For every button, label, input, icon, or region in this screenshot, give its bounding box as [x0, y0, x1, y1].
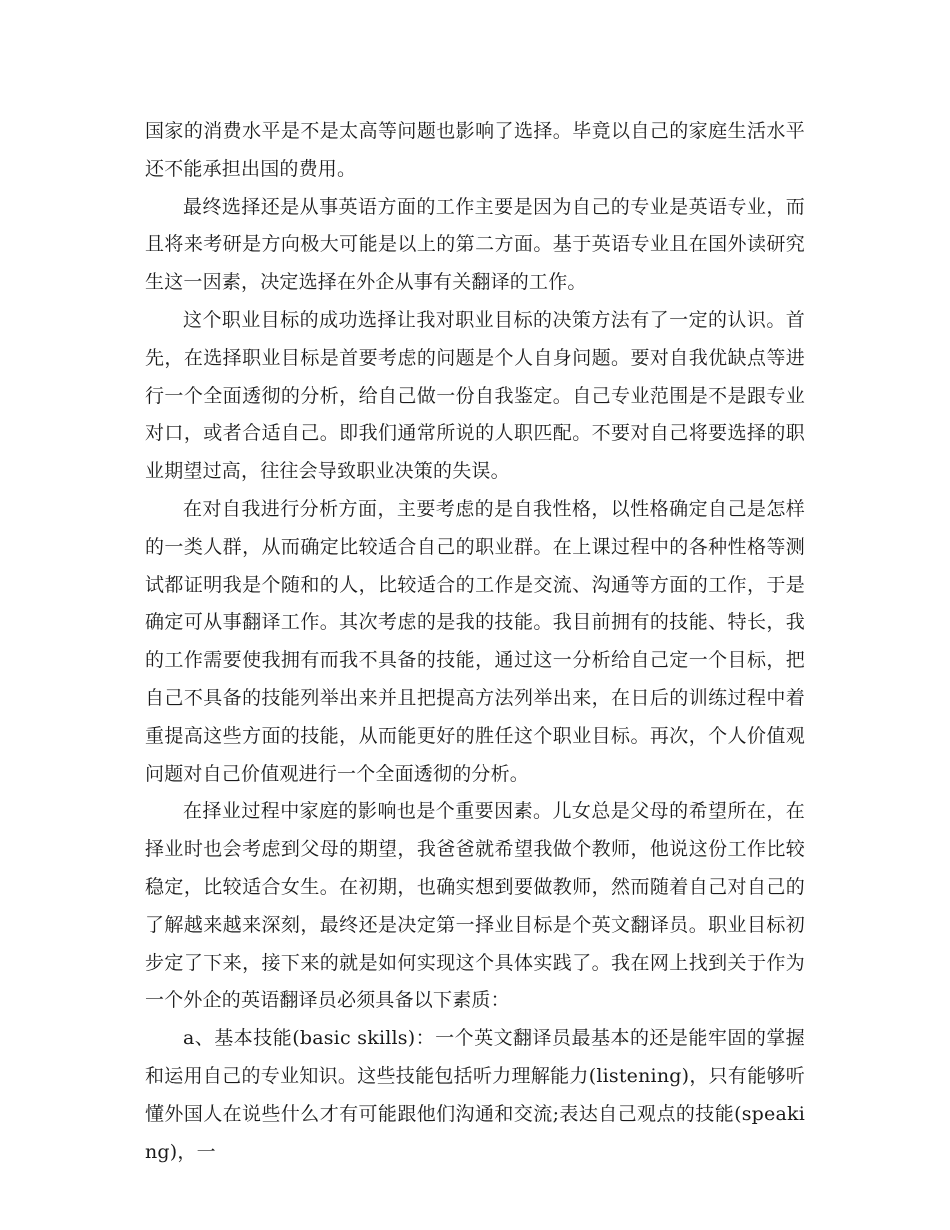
paragraph-1: 国家的消费水平是不是太高等问题也影响了选择。毕竟以自己的家庭生活水平还不能承担出国的费用。 — [145, 120, 805, 180]
paragraph-5: 在择业过程中家庭的影响也是个重要因素。儿女总是父母的希望所在，在择业时也会考虑到父母的期望，我爸爸就希望我做个教师，他说这份工作比较稳定，比较适合女生。在初期，也确实想到要做教师，然而随着自己对自己的了解越来越来深刻，最终还是决定第一择业目标是个英文翻译员。职业目标初步定了下来，接下来的就是如何实现这个具体实践了。我在网上找到关于作为一个外企的英语翻译员必须具备以下素质： — [145, 800, 805, 1012]
paragraph-4: 在对自我进行分析方面，主要考虑的是自我性格，以性格确定自己是怎样的一类人群，从而确定比较适合自己的职业群。在上课过程中的各种性格等测试都证明我是个随和的人，比较适合的工作是交流、沟通等方面的工作，于是确定可从事翻译工作。其次考虑的是我的技能。我目前拥有的技能、特长，我的工作需要使我拥有而我不具备的技能，通过这一分析给自己定一个目标，把自己不具备的技能列举出来并且把提高方法列举出来，在日后的训练过程中着重提高这些方面的技能，从而能更好的胜任这个职业目标。再次，个人价值观问题对自己价值观进行一个全面透彻的分析。 — [145, 497, 805, 785]
paragraph-2: 最终选择还是从事英语方面的工作主要是因为自己的专业是英语专业，而且将来考研是方向极大可能是以上的第二方面。基于英语专业且在国外读研究生这一因素，决定选择在外企从事有关翻译的工作。 — [145, 195, 805, 294]
paragraph-6: a、基本技能(basic skills)：一个英文翻译员最基本的还是能牢固的掌握和运用自己的专业知识。这些技能包括听力理解能力(listening)，只有能够听懂外国人在说些什么才有可能跟他们沟通和交流;表达自己观点的技能(speaking)，一 — [145, 1027, 805, 1163]
document-body — [145, 113, 805, 1171]
paragraph-3: 这个职业目标的成功选择让我对职业目标的决策方法有了一定的认识。首先，在选择职业目标是首要考虑的问题是个人自身问题。要对自我优缺点等进行一个全面透彻的分析，给自己做一份自我鉴定。自己专业范围是不是跟专业对口，或者合适自己。即我们通常所说的人职匹配。不要对自己将要选择的职业期望过高，往往会导致职业决策的失误。 — [145, 308, 805, 483]
